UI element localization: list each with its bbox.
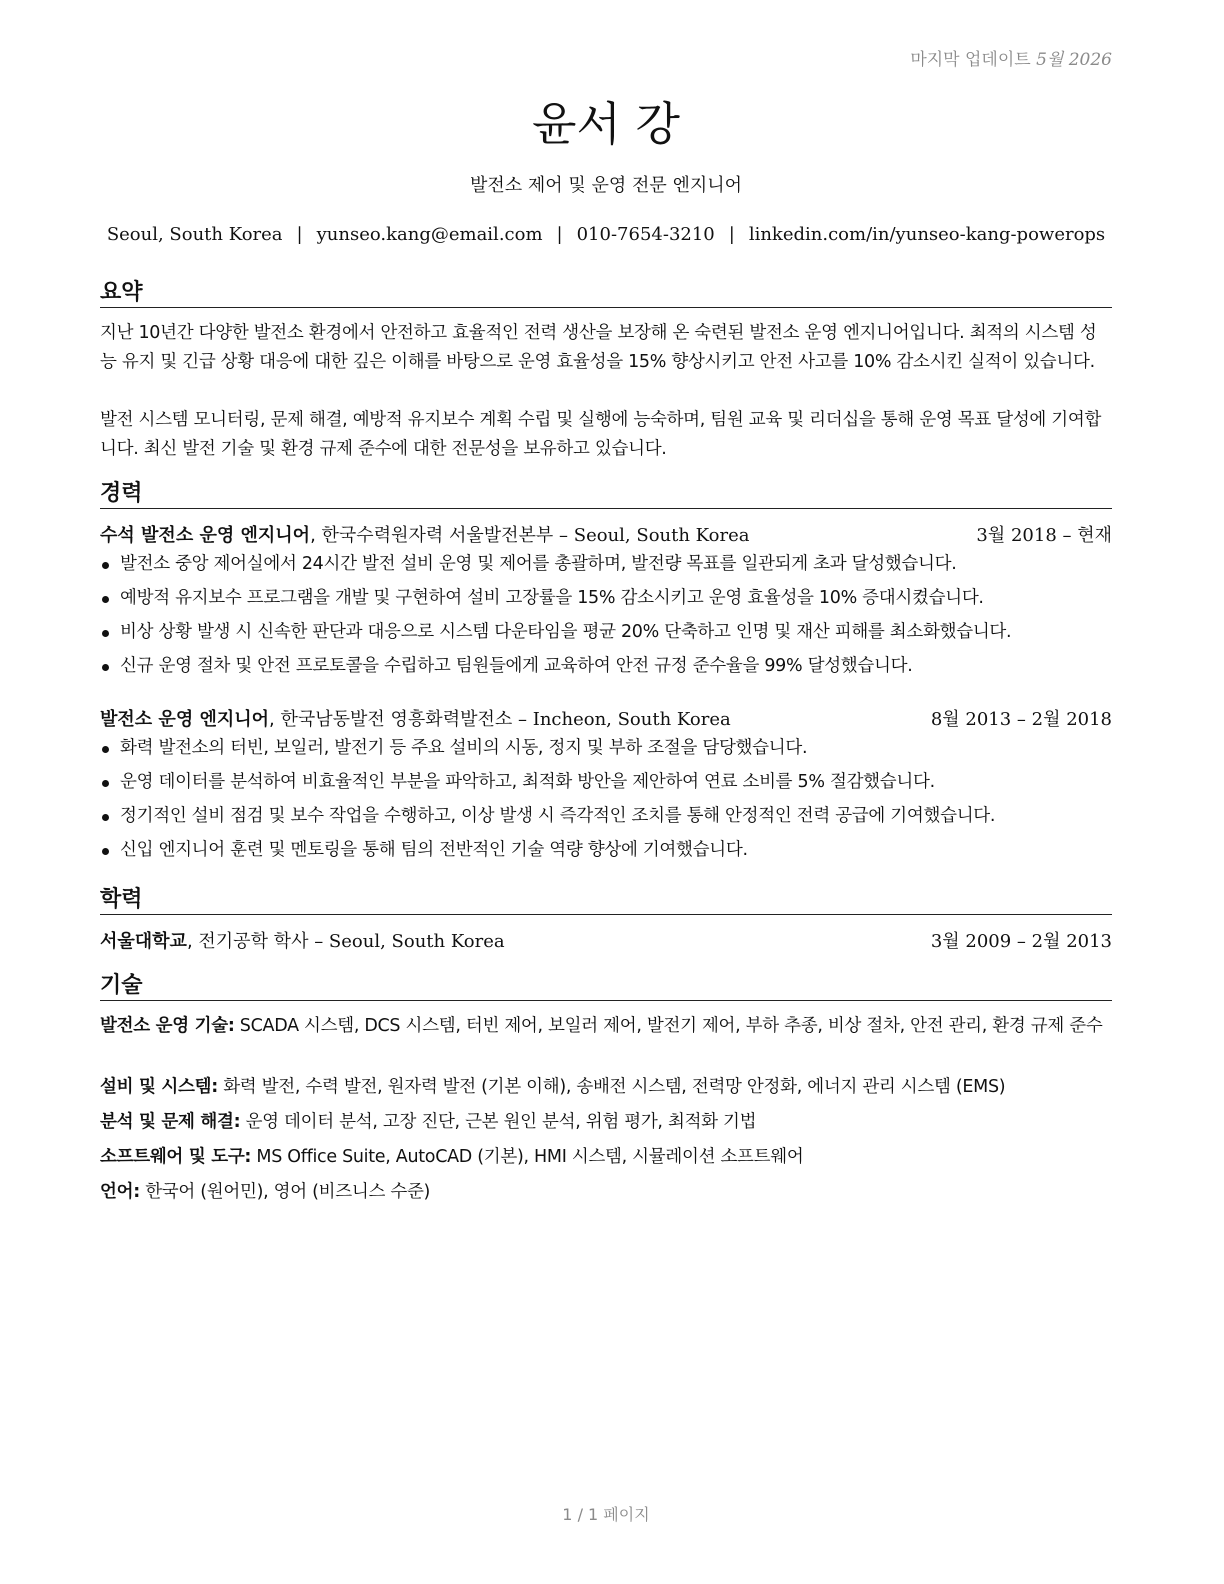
job-location: Incheon, South Korea — [532, 709, 731, 730]
education-dates: 3월 2009 – 2월 2013 — [930, 931, 1112, 952]
contact-phone[interactable]: 010-7654-3210 — [576, 224, 715, 245]
contact-email[interactable]: yunseo.kang@email.com — [316, 224, 543, 245]
list-item: 정기적인 설비 점검 및 보수 작업을 수행하고, 이상 발생 시 즉각적인 조치를 통해 안정적인 전력 공급에 기여했습니다. — [100, 802, 1112, 836]
job-org: 한국남동발전 영흥화력발전소 — [280, 709, 513, 730]
last-updated-date: 5월 2026 — [1036, 50, 1112, 70]
skill-label: 설비 및 시스템: — [100, 1077, 218, 1097]
skill-label: 언어: — [100, 1182, 140, 1202]
skill-row — [100, 1109, 1112, 1135]
skill-label: 소프트웨어 및 도구: — [100, 1147, 252, 1167]
resume-page — [100, 0, 1112, 1584]
job-role: 수석 발전소 운영 엔지니어 — [100, 525, 311, 546]
education-location: Seoul, South Korea — [328, 931, 505, 952]
summary-heading: 요약 — [100, 275, 1112, 308]
last-updated-label: 마지막 업데이트 — [910, 50, 1031, 70]
list-item: 신입 엔지니어 훈련 및 멘토링을 통해 팀의 전반적인 기술 역량 향상에 기여했습니다. — [100, 836, 1112, 870]
skill-row — [100, 1179, 1112, 1205]
job-bullets — [100, 550, 1112, 686]
skill-value: 화력 발전, 수력 발전, 원자력 발전 (기본 이해), 송배전 시스템, 전력망 안정화, 에너지 관리 시스템 (EMS) — [223, 1077, 1006, 1097]
list-item: 화력 발전소의 터빈, 보일러, 발전기 등 주요 설비의 시동, 정지 및 부하 조절을 담당했습니다. — [100, 734, 1112, 768]
page-indicator: 1 / 1 페이지 — [562, 1505, 650, 1524]
experience-heading: 경력 — [100, 476, 1112, 509]
list-item: 운영 데이터를 분석하여 비효율적인 부분을 파악하고, 최적화 방안을 제안하여 연료 소비를 5% 절감했습니다. — [100, 768, 1112, 802]
candidate-subtitle: 발전소 제어 및 운영 전문 엔지니어 — [469, 175, 743, 196]
job-dates: 3월 2018 – 현재 — [976, 525, 1112, 546]
list-item: 신규 운영 절차 및 안전 프로토콜을 수립하고 팀원들에게 교육하여 안전 규정 준수율을 99% 달성했습니다. — [100, 652, 1112, 686]
education-entry: 서울대학교, 전기공학 학사 – Seoul, South Korea 3월 2009 – 2월 2013 — [100, 927, 1112, 953]
candidate-name: 윤서 강 — [532, 97, 680, 151]
contact-separator: | — [556, 224, 563, 245]
contact-line — [100, 224, 1112, 245]
skill-label: 분석 및 문제 해결: — [100, 1112, 241, 1132]
job-header: 발전소 운영 엔지니어, 한국남동발전 영흥화력발전소 – Incheon, South Korea 8월 2013 – 2월 2018 — [100, 705, 1112, 731]
job-bullets — [100, 734, 1112, 870]
job-location: Seoul, South Korea — [573, 525, 750, 546]
summary-paragraph-1: 지난 10년간 다양한 발전소 환경에서 안전하고 효율적인 전력 생산을 보장해 온 숙련된 발전소 운영 엔지니어입니다. 최적의 시스템 성능 유지 및 긴급 상황 대응에 대한 깊은 이해를 바탕으로 운영 효율성을 15% 향상시키고 안전 사고를 10% 감소시킨 실적이 있습니다. — [100, 323, 1097, 372]
skill-label: 발전소 운영 기술: — [100, 1016, 235, 1036]
list-item: 발전소 중앙 제어실에서 24시간 발전 설비 운영 및 제어를 총괄하며, 발전량 목표를 일관되게 초과 달성했습니다. — [100, 550, 1112, 584]
list-item: 비상 상황 발생 시 신속한 판단과 대응으로 시스템 다운타임을 평균 20% 단축하고 인명 및 재산 피해를 최소화했습니다. — [100, 618, 1112, 652]
contact-linkedin[interactable]: linkedin.com/in/yunseo-kang-powerops — [748, 224, 1106, 245]
skill-value: 한국어 (원어민), 영어 (비즈니스 수준) — [145, 1182, 431, 1202]
education-heading: 학력 — [100, 882, 1112, 915]
job-header: 수석 발전소 운영 엔지니어, 한국수력원자력 서울발전본부 – Seoul, South Korea 3월 2018 – 현재 — [100, 521, 1112, 547]
education-school: 서울대학교 — [100, 931, 187, 952]
job-org: 한국수력원자력 서울발전본부 — [321, 525, 554, 546]
list-item: 예방적 유지보수 프로그램을 개발 및 구현하여 설비 고장률을 15% 감소시키고 운영 효율성을 10% 증대시켰습니다. — [100, 584, 1112, 618]
education-degree: 전기공학 학사 — [198, 931, 309, 952]
skill-row — [100, 1013, 1112, 1039]
skill-value: 운영 데이터 분석, 고장 진단, 근본 원인 분석, 위험 평가, 최적화 기법 — [245, 1112, 757, 1132]
summary-paragraph-2: 발전 시스템 모니터링, 문제 해결, 예방적 유지보수 계획 수립 및 실행에 능숙하며, 팀원 교육 및 리더십을 통해 운영 목표 달성에 기여합니다. 최신 발전 기술 및 환경 규제 준수에 대한 전문성을 보유하고 있습니다. — [100, 410, 1102, 459]
skill-row — [100, 1074, 1112, 1100]
skill-value: MS Office Suite, AutoCAD (기본), HMI 시스템, 시뮬레이션 소프트웨어 — [256, 1147, 804, 1167]
skill-row — [100, 1144, 1112, 1170]
skills-heading: 기술 — [100, 968, 1112, 1001]
skill-value: SCADA 시스템, DCS 시스템, 터빈 제어, 보일러 제어, 발전기 제어, 부하 추종, 비상 절차, 안전 관리, 환경 규제 준수 — [239, 1016, 1103, 1036]
contact-separator: | — [728, 224, 735, 245]
job-dates: 8월 2013 – 2월 2018 — [930, 709, 1112, 730]
last-updated — [910, 45, 1112, 70]
contact-location: Seoul, South Korea — [106, 224, 283, 245]
job-role: 발전소 운영 엔지니어 — [100, 709, 270, 730]
contact-separator: | — [296, 224, 303, 245]
